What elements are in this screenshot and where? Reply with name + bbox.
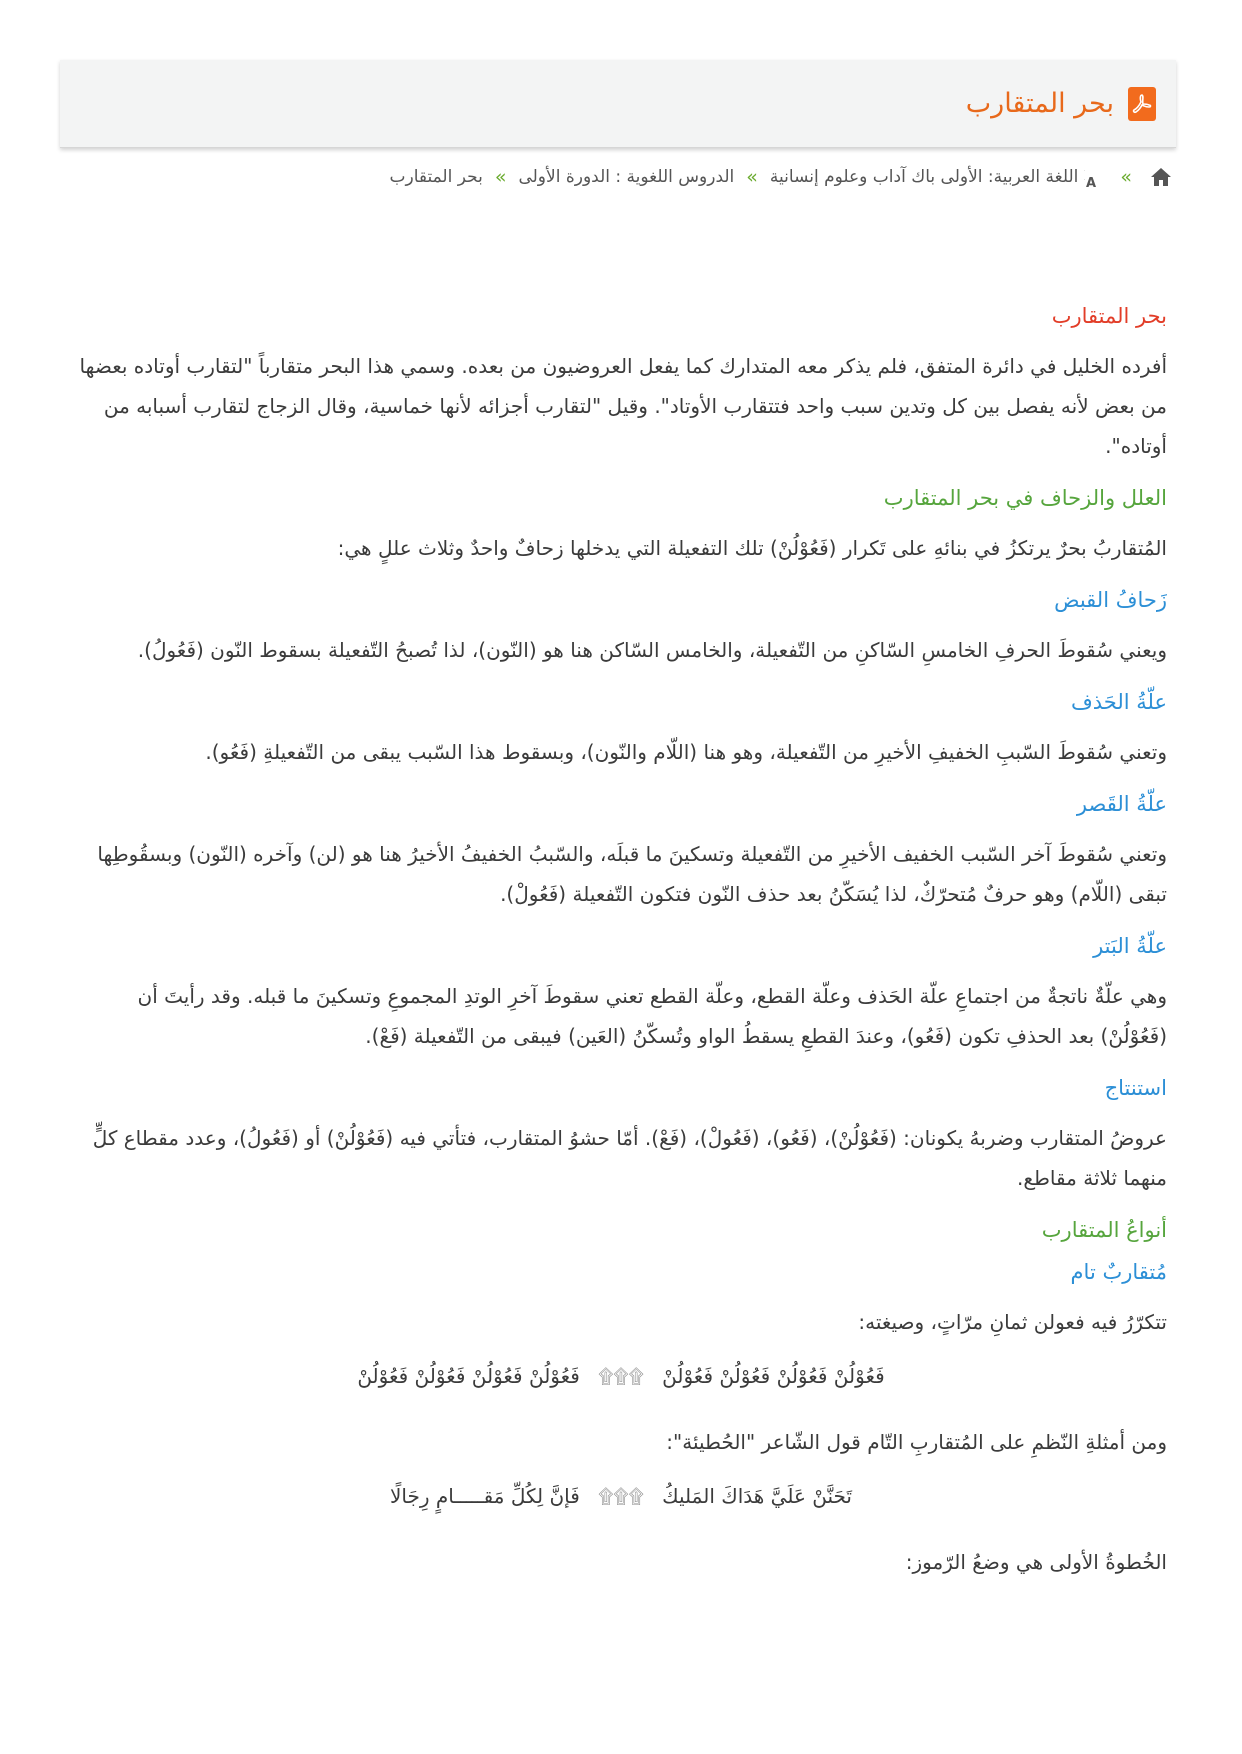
subheading-qabd: زَحافُ القبض	[1054, 588, 1167, 612]
types-paragraph-3: الخُطوةُ الأولى هي وضعُ الرّموز:	[905, 1550, 1167, 1574]
article-title: بحر المتقارب	[1051, 304, 1167, 328]
conclusion-paragraph: عروضُ المتقارب وضربهُ يكونان: (فَعُوْلُنْ)، (فَعُو)، (فَعُولْ)، (فَعْ). أمّا حشوُ المتقارب، فتأتي فيه (فَعُوْلُنْ) أو (فَعُولُ)، وعدد مقطاع كلٍّ منهما ثلاثة مقاطع.	[92, 1126, 1167, 1190]
verse-example-second: فَإنَّ لِكُلِّ مَقـــــامٍ رِجَالًا	[390, 1484, 580, 1508]
breadcrumb-separator: »	[494, 166, 507, 188]
page-title: بحر المتقارب	[965, 88, 1114, 119]
subheading-batr: علّةُ البَتر	[1093, 934, 1167, 958]
qabd-paragraph: ويعني سُقوطَ الحرفِ الخامسِ السّاكنِ من التّفعيلة، والخامس السّاكن هنا هو (النّون)، لذا تُصبحُ التّفعيلة بسقوط النّون (فَعُولُ).	[137, 638, 1167, 662]
pdf-icon[interactable]	[1128, 87, 1156, 121]
section-ilal-paragraph: المُتقاربُ بحرٌ يرتكزُ في بنائهِ على تَكرار (فَعُوْلُنْ) تلك التفعيلة التي يدخلها زحافٌ واحدٌ وثلاث عللٍ هي:	[337, 536, 1167, 560]
section-heading-types: أنواعُ المتقارب	[1041, 1218, 1167, 1242]
subheading-qasr: علّةُ القَصر	[1076, 792, 1167, 816]
breadcrumb	[389, 166, 1172, 188]
breadcrumb-item-current: بحر المتقارب	[389, 167, 483, 187]
section-heading-ilal: العلل والزحاف في بحر المتقارب	[883, 486, 1167, 510]
types-paragraph-1: تتكرّرُ فيه فعولن ثمانِ مرّاتٍ، وصيغته:	[858, 1310, 1167, 1334]
subheading-conclusion: استنتاج	[1104, 1076, 1167, 1100]
article-content	[75, 296, 1167, 1594]
breadcrumb-item-lessons[interactable]: الدروس اللغوية : الدورة الأولى	[518, 167, 735, 187]
page-header	[60, 60, 1176, 148]
svg-text:文	[1084, 168, 1085, 183]
home-icon[interactable]	[1150, 167, 1172, 187]
verse-pattern	[75, 1356, 1167, 1396]
verse-separator: ۩۩۩	[598, 1364, 644, 1388]
breadcrumb-separator: »	[746, 166, 758, 188]
verse-example-first: تَحَنَّنْ عَلَيَّ هَدَاكَ المَليكُ	[662, 1484, 852, 1508]
verse-pattern-second: فَعُوْلُنْ فَعُوْلُنْ فَعُوْلُنْ فَعُوْلُنْ	[357, 1364, 580, 1388]
breadcrumb-item-course[interactable]: اللغة العربية: الأولى باك آداب وعلوم إنسانية	[769, 167, 1079, 187]
translate-icon	[1084, 166, 1108, 188]
qasr-paragraph: وتعني سُقوطَ آخر السّبب الخفيف الأخيرِ من التّفعيلة وتسكينَ ما قبلَه، والسّببُ الخفيفُ الأخيرُ هنا هو (لن) وآخره (النّون) وبسقُوطِها تبقى (اللّام) وهو حرفٌ مُتحرّكٌ، لذا يُسَكّنُ بعد حذف النّون فتكون التّفعيلة (فَعُولْ).	[97, 842, 1167, 906]
verse-pattern-first: فَعُوْلُنْ فَعُوْلُنْ فَعُوْلُنْ فَعُوْلُنْ	[662, 1364, 885, 1388]
intro-paragraph: أفرده الخليل في دائرة المتفق، فلم يذكر معه المتدارك كما يفعل العروضيون من بعده. وسمي هذا البحر متقارباً "لتقارب أوتاده بعضها من بعض لأنه يفصل بين كل وتدين سبب واحد فتتقارب الأوتاد". وقيل "لتقارب أجزائه لأنها خماسية، وقال الزجاج لتقارب أسبابه من أوتاده".	[79, 354, 1167, 458]
verse-separator: ۩۩۩	[598, 1484, 644, 1508]
subheading-hadhf: علّةُ الحَذف	[1071, 690, 1167, 714]
batr-paragraph: وهي علّةٌ ناتجةٌ من اجتماعِ علّة الحَذف وعلّة القطع، وعلّة القطع تعني سقوطَ آخرِ الوتدِ المجموعِ وتسكينَ ما قبله. وقد رأيتَ أن (فَعُوْلُنْ) بعد الحذفِ تكون (فَعُو)، وعندَ القطعِ يسقطُ الواو وتُسكّنُ (العَين) فيبقى من التّفعيلة (فَعْ).	[137, 984, 1167, 1048]
subheading-complete: مُتقاربٌ تام	[1070, 1260, 1167, 1284]
types-paragraph-2: ومن أمثلةِ النّظمِ على المُتقاربِ التّام قول الشّاعر "الحُطيئة":	[666, 1430, 1167, 1454]
breadcrumb-separator: »	[1120, 166, 1132, 188]
svg-text:A: A	[1086, 176, 1097, 188]
hadhf-paragraph: وتعني سُقوطَ السّببِ الخفيفِ الأخيرِ من التّفعيلة، وهو هنا (اللّام والنّون)، وبسقوط هذا السّبب يبقى من التّفعيلةِ (فَعُو).	[205, 740, 1167, 764]
verse-example	[75, 1476, 1167, 1516]
